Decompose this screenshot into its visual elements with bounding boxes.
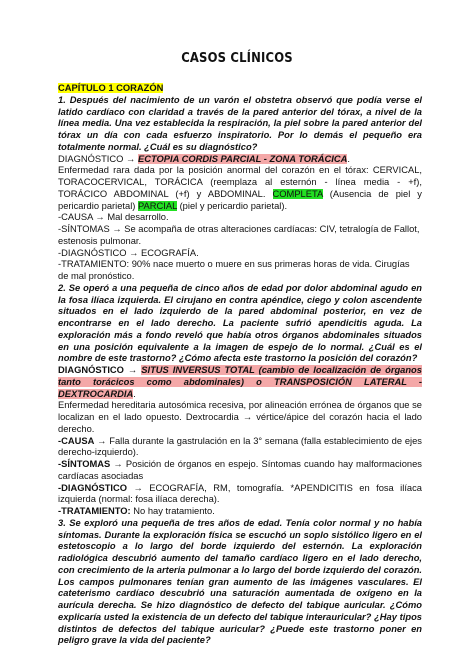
case1-dx-label: DIAGNÓSTICO — [58, 153, 124, 164]
case2-dx-label: DIAGNÓSTICO — [58, 365, 124, 375]
case2-description: Enfermedad hereditaria autosómica recesiva, por alineación errónea de órganos que se localizan en el lado opuesto. Dextrocardia → vértice/ápice del corazón hacia el lado derecho. — [58, 400, 422, 434]
case2-diagnosis — [58, 365, 422, 400]
case2-diag-label: -DIAGNÓSTICO — [58, 482, 128, 493]
case1-diagnostico: -DIAGNÓSTICO → ECOGRAFÍA. — [58, 247, 199, 258]
case2-tratamiento — [58, 506, 422, 518]
case2-diag-text: → ECOGRAFÍA, RM, tomografía. *APENDICITIS en fosa ilíaca izquierda (normal: fosa ilíaca derecha). — [58, 482, 422, 505]
case1-tratamiento: -TRATAMIENTO: 90% nace muerto o muere en sus primeras horas de vida. Cirugías de mal pronóstico. — [58, 259, 410, 281]
case1-arrow: → — [126, 153, 136, 164]
case1-description — [58, 165, 422, 212]
case1-causa: -CAUSA → Mal desarrollo. — [58, 212, 169, 223]
case2-causa-label: -CAUSA — [58, 435, 95, 446]
chapter-label: CAPÍTULO 1 CORAZÓN — [58, 83, 164, 93]
case2-trat-label: -TRATAMIENTO: — [58, 506, 131, 516]
case2-diagnostico — [58, 483, 422, 507]
case1-dx-end: . — [347, 153, 350, 164]
case2-dx-value: SITUS INVERSUS TOTAL (cambio de localización de órganos tanto torácicos como abdominales) o TRANSPOSICIÓN LATERAL - DEXTROCARDIA — [58, 365, 422, 399]
case1-completa: COMPLETA — [272, 188, 323, 199]
case2-arrow: → — [127, 365, 138, 375]
page-title: CASOS CLÍNICOS — [181, 50, 293, 66]
case2-causa — [58, 436, 422, 460]
case1-desc-c: (piel y pericardio parietal). — [179, 200, 288, 211]
chapter-heading — [58, 83, 422, 95]
case2-causa-text: → Falla durante la gastrulación en la 3° semana (falla establecimiento de ejes derecho-izquierdo). — [58, 435, 422, 458]
case2-trat-text: No hay tratamiento. — [133, 506, 215, 516]
document-body — [58, 83, 422, 647]
case1-sintomas: -SÍNTOMAS → Se acompaña de otras alteraciones cardíacas: CIV, tetralogía de Fallot, estenosis pulmonar. — [58, 224, 420, 246]
case1-dx-value: ECTOPIA CORDIS PARCIAL - ZONA TORÁCICA — [137, 153, 348, 164]
case3-question: 3. Se exploró una pequeña de tres años de edad. Tenía color normal y no había síntomas. Durante la exploración física se escuchó un soplo sistólico ligero en el estetoscopio a lo largo del borde izquierdo del esternón. La exploración radiológica descubrió aumento del tamaño cardíaco ligero en el lado derecho, con crecimiento de la arteria pulmonar a lo largo del borde izquierdo del corazón. Los campos pulmonares tenían gran aumento de las imágenes vasculares. El cateterismo cardíaco descubrió una saturación aumentada de oxígeno en la aurícula derecha. Se hizo diagnóstico de defecto del tabique auricular. ¿Cómo explicaría usted la existencia de un defecto del tabique interauricular? ¿Hay tipos distintos de defectos del tabique auricular? ¿Puede este trastorno poner en peligro grave la vida del paciente? — [58, 517, 422, 646]
case1-question: 1. Después del nacimiento de un varón el obstetra observó que podía verse el latido cardíaco con claridad a través de la pared anterior del tórax, a nivel de la línea media. Una vez establecida la respiración, la piel sobre la pared anterior del tórax un día con cada esfuerzo inspiratorio. Por lo demás el pequeño era totalmente normal. ¿Cuál es su diagnóstico? — [58, 94, 422, 152]
case2-sintomas-text: → Posición de órganos en espejo. Síntomas cuando hay malformaciones cardíacas asociadas — [58, 459, 422, 481]
case1-parcial: PARCIAL — [138, 200, 177, 211]
case1-desc-a: Enfermedad rara dada por la posición anormal del corazón en el tórax: CERVICAL, TORACOCERVICAL, TORÁCICA (reemplaza al esternón - línea media - +f), TORÁCICO ABDOMINAL (+f) y ABDOMINAL. — [58, 165, 422, 199]
case2-dx-end: . — [133, 388, 136, 399]
case2-sintomas — [58, 459, 422, 483]
case1-diagnosis — [58, 154, 422, 166]
case2-sintomas-label: -SÍNTOMAS — [58, 459, 111, 469]
case1-desc-b: (Ausencia de piel y pericardio parietal) — [58, 188, 422, 211]
case2-question: 2. Se operó a una pequeña de cinco años de edad por dolor abdominal agudo en la fosa ilíaca izquierda. El cirujano en contra apéndice, ciego y colon ascendente situados en el lado izquierdo de la pared abdominal posterior, en vez de encontrarse en el lado derecho. La paciente sufrió apendicitis aguda. La exploración más a fondo reveló que había otros órganos abdominales situados en una posición equivalente a la imagen de espejo de lo normal. ¿Cuál es el nombre de este trastorno? ¿Cómo afecta este trastorno la posición del corazón? — [58, 282, 422, 364]
